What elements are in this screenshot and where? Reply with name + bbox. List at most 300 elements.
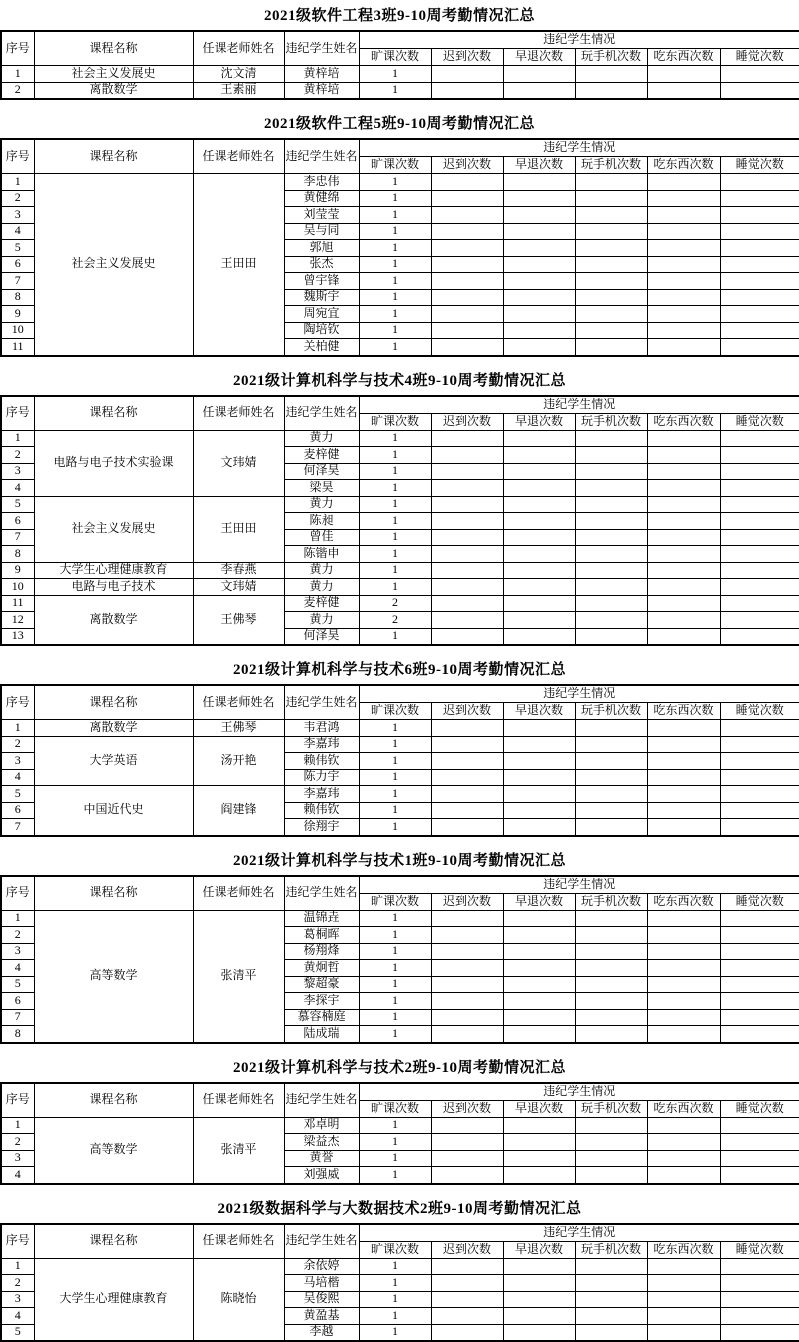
student-name-cell: 杨翔烽: [284, 943, 359, 960]
metric-cell: [431, 480, 503, 497]
course-cell: 离散数学: [34, 82, 193, 99]
metric-column-header: 睡觉次数: [720, 157, 799, 174]
metric-cell: [720, 943, 799, 960]
teacher-cell: 张清平: [193, 1117, 284, 1184]
student-name-cell: 何泽昊: [284, 463, 359, 480]
metric-cell: [720, 546, 799, 563]
metric-cell: [431, 976, 503, 993]
metric-cell: [503, 802, 575, 819]
index-cell: 7: [1, 819, 34, 836]
metric-cell: [647, 223, 720, 240]
metric-cell: [431, 289, 503, 306]
index-column-header: 序号: [1, 396, 34, 431]
metric-cell: [720, 628, 799, 645]
metric-column-header: 早退次数: [503, 413, 575, 430]
metric-cell: [575, 273, 647, 290]
metric-cell: [647, 960, 720, 977]
student-name-cell: 李嘉玮: [284, 736, 359, 753]
metric-cell: [431, 223, 503, 240]
student-name-cell: 李忠伟: [284, 174, 359, 191]
header-row-1: [1, 31, 799, 49]
metric-column-header: 旷课次数: [359, 893, 431, 910]
index-cell: 11: [1, 595, 34, 612]
course-column-header: 课程名称: [34, 876, 193, 911]
metric-cell: [575, 496, 647, 513]
metric-cell: [720, 1258, 799, 1275]
index-cell: 4: [1, 1308, 34, 1325]
index-cell: 1: [1, 1258, 34, 1275]
student-name-cell: 黎超豪: [284, 976, 359, 993]
metric-cell: 1: [359, 1308, 431, 1325]
metric-cell: [575, 529, 647, 546]
metric-cell: [503, 496, 575, 513]
metric-cell: [575, 1009, 647, 1026]
metric-cell: [647, 339, 720, 356]
metric-cell: [647, 612, 720, 629]
metric-cell: [575, 595, 647, 612]
metric-cell: [720, 786, 799, 803]
metric-cell: [503, 1258, 575, 1275]
student-name-cell: 张杰: [284, 256, 359, 273]
index-cell: 8: [1, 289, 34, 306]
metric-cell: 1: [359, 240, 431, 257]
metric-column-header: 迟到次数: [431, 413, 503, 430]
metric-cell: [720, 1275, 799, 1292]
index-cell: 2: [1, 927, 34, 944]
metric-cell: [720, 66, 799, 83]
metric-cell: [647, 1117, 720, 1134]
metric-cell: [431, 1009, 503, 1026]
metric-cell: [647, 786, 720, 803]
metric-cell: [575, 513, 647, 530]
table-header: [1, 1224, 799, 1259]
metric-cell: [647, 927, 720, 944]
metric-cell: 1: [359, 496, 431, 513]
metric-cell: [720, 190, 799, 207]
metric-column-header: 睡觉次数: [720, 413, 799, 430]
metric-cell: [503, 273, 575, 290]
metric-cell: [647, 1150, 720, 1167]
index-cell: 3: [1, 943, 34, 960]
student-name-cell: 黄力: [284, 579, 359, 596]
table-header: [1, 139, 799, 174]
metric-cell: [647, 430, 720, 447]
table-row: [1, 579, 799, 596]
metric-cell: [431, 943, 503, 960]
metric-cell: 1: [359, 1258, 431, 1275]
metric-cell: [720, 322, 799, 339]
index-cell: 2: [1, 82, 34, 99]
index-cell: 7: [1, 273, 34, 290]
index-cell: 1: [1, 174, 34, 191]
student-name-cell: 曾宇锋: [284, 273, 359, 290]
metric-cell: [647, 322, 720, 339]
teacher-column-header: 任课老师姓名: [193, 396, 284, 431]
metric-cell: [720, 595, 799, 612]
index-cell: 9: [1, 306, 34, 323]
metric-cell: 1: [359, 190, 431, 207]
metric-cell: [575, 910, 647, 927]
metric-cell: [575, 1324, 647, 1341]
metric-cell: 1: [359, 579, 431, 596]
course-cell: 社会主义发展史: [34, 174, 193, 356]
table-row: [1, 82, 799, 99]
metric-cell: [503, 579, 575, 596]
metric-column-header: 早退次数: [503, 157, 575, 174]
metric-cell: 1: [359, 529, 431, 546]
metric-cell: [720, 720, 799, 737]
metric-cell: 1: [359, 819, 431, 836]
student-name-cell: 梁昊: [284, 480, 359, 497]
student-column-header: 违纪学生姓名: [284, 396, 359, 431]
index-column-header: 序号: [1, 685, 34, 720]
table-body: [1, 1258, 799, 1341]
teacher-column-header: 任课老师姓名: [193, 31, 284, 66]
student-name-cell: 郭旭: [284, 240, 359, 257]
metric-column-header: 吃东西次数: [647, 157, 720, 174]
metric-column-header: 迟到次数: [431, 49, 503, 66]
index-cell: 1: [1, 1117, 34, 1134]
metric-cell: [503, 1291, 575, 1308]
metric-cell: [575, 960, 647, 977]
metric-cell: [431, 753, 503, 770]
index-cell: 2: [1, 447, 34, 464]
student-name-cell: 陈力宇: [284, 769, 359, 786]
metric-cell: [431, 306, 503, 323]
metric-cell: 2: [359, 612, 431, 629]
metric-cell: [503, 628, 575, 645]
metric-column-header: 早退次数: [503, 1100, 575, 1117]
metric-cell: [503, 174, 575, 191]
metric-cell: [575, 976, 647, 993]
table-row: [1, 430, 799, 447]
metric-cell: [503, 82, 575, 99]
metric-column-header: 睡觉次数: [720, 1100, 799, 1117]
index-cell: 10: [1, 322, 34, 339]
index-cell: 12: [1, 612, 34, 629]
metric-cell: [503, 769, 575, 786]
table-title: 2021级计算机科学与技术2班9-10周考勤情况汇总: [0, 1061, 799, 1076]
table-row: [1, 595, 799, 612]
metric-cell: [720, 736, 799, 753]
student-name-cell: 余依婷: [284, 1258, 359, 1275]
metric-cell: [647, 513, 720, 530]
metric-cell: 1: [359, 1167, 431, 1184]
metric-cell: [647, 529, 720, 546]
metric-cell: [720, 802, 799, 819]
metric-cell: 1: [359, 66, 431, 83]
course-cell: 大学生心理健康教育: [34, 562, 193, 579]
metric-cell: 1: [359, 1275, 431, 1292]
metric-cell: [503, 190, 575, 207]
metric-cell: 1: [359, 960, 431, 977]
index-cell: 2: [1, 1134, 34, 1151]
metric-cell: 1: [359, 463, 431, 480]
metric-column-header: 玩手机次数: [575, 1241, 647, 1258]
course-cell: 电路与电子技术实验课: [34, 430, 193, 496]
metric-cell: [431, 802, 503, 819]
index-cell: 6: [1, 802, 34, 819]
teacher-column-header: 任课老师姓名: [193, 876, 284, 911]
index-cell: 1: [1, 430, 34, 447]
metric-cell: [503, 289, 575, 306]
attendance-table: [0, 1223, 799, 1342]
metric-cell: 1: [359, 943, 431, 960]
metric-cell: 1: [359, 82, 431, 99]
index-cell: 8: [1, 546, 34, 563]
table-header: [1, 876, 799, 911]
metric-cell: [503, 720, 575, 737]
metric-cell: [720, 1291, 799, 1308]
attendance-table-section: [0, 9, 799, 100]
metric-cell: [431, 819, 503, 836]
metric-column-header: 早退次数: [503, 1241, 575, 1258]
metric-cell: [575, 612, 647, 629]
course-cell: 高等数学: [34, 1117, 193, 1184]
student-column-header: 违纪学生姓名: [284, 685, 359, 720]
metric-cell: [503, 447, 575, 464]
table-header: [1, 396, 799, 431]
student-name-cell: 黄力: [284, 562, 359, 579]
teacher-cell: 汤开艳: [193, 736, 284, 786]
document-body: [0, 9, 799, 1342]
metric-cell: 1: [359, 1134, 431, 1151]
metric-cell: [503, 1308, 575, 1325]
metric-column-header: 玩手机次数: [575, 1100, 647, 1117]
metric-cell: 1: [359, 306, 431, 323]
metric-cell: [503, 513, 575, 530]
metric-cell: [431, 240, 503, 257]
attendance-table: [0, 395, 799, 647]
student-name-cell: 刘莹莹: [284, 207, 359, 224]
index-cell: 5: [1, 240, 34, 257]
metric-cell: [575, 1258, 647, 1275]
metric-cell: 1: [359, 546, 431, 563]
header-row-1: [1, 1224, 799, 1242]
metric-cell: [503, 943, 575, 960]
metric-cell: [720, 910, 799, 927]
metric-cell: 1: [359, 256, 431, 273]
metric-cell: [720, 82, 799, 99]
metric-cell: [575, 322, 647, 339]
metric-cell: 1: [359, 802, 431, 819]
metric-column-header: 玩手机次数: [575, 49, 647, 66]
student-name-cell: 温锦垚: [284, 910, 359, 927]
metric-cell: 1: [359, 1291, 431, 1308]
table-header: [1, 31, 799, 66]
metric-cell: [431, 1291, 503, 1308]
metric-cell: [720, 223, 799, 240]
table-body: [1, 430, 799, 645]
student-name-cell: 何泽昊: [284, 628, 359, 645]
metric-cell: [503, 322, 575, 339]
metric-cell: [575, 1026, 647, 1043]
course-column-header: 课程名称: [34, 1224, 193, 1259]
metric-column-header: 睡觉次数: [720, 893, 799, 910]
metric-column-header: 吃东西次数: [647, 413, 720, 430]
situation-group-header: 违纪学生情况: [359, 876, 799, 894]
metric-cell: 1: [359, 430, 431, 447]
metric-column-header: 玩手机次数: [575, 157, 647, 174]
table-row: [1, 786, 799, 803]
metric-column-header: 吃东西次数: [647, 1241, 720, 1258]
metric-cell: [503, 993, 575, 1010]
metric-cell: [431, 1258, 503, 1275]
table-row: [1, 736, 799, 753]
metric-cell: 1: [359, 447, 431, 464]
course-column-header: 课程名称: [34, 139, 193, 174]
index-cell: 5: [1, 496, 34, 513]
metric-column-header: 旷课次数: [359, 157, 431, 174]
attendance-table: [0, 684, 799, 837]
metric-column-header: 迟到次数: [431, 157, 503, 174]
student-name-cell: 黄梓培: [284, 82, 359, 99]
table-body: [1, 174, 799, 356]
metric-cell: [647, 628, 720, 645]
metric-cell: [431, 339, 503, 356]
metric-cell: [720, 753, 799, 770]
course-column-header: 课程名称: [34, 1083, 193, 1118]
metric-cell: [431, 322, 503, 339]
situation-group-header: 违纪学生情况: [359, 1083, 799, 1101]
situation-group-header: 违纪学生情况: [359, 139, 799, 157]
metric-cell: [431, 1150, 503, 1167]
metric-cell: 1: [359, 339, 431, 356]
metric-cell: [503, 1026, 575, 1043]
student-name-cell: 李越: [284, 1324, 359, 1341]
table-title: 2021级计算机科学与技术4班9-10周考勤情况汇总: [0, 374, 799, 389]
index-cell: 7: [1, 1009, 34, 1026]
metric-cell: [647, 546, 720, 563]
student-name-cell: 李探宇: [284, 993, 359, 1010]
course-cell: 高等数学: [34, 910, 193, 1043]
teacher-column-header: 任课老师姓名: [193, 1083, 284, 1118]
metric-cell: [720, 529, 799, 546]
metric-cell: [503, 786, 575, 803]
metric-cell: 1: [359, 322, 431, 339]
metric-cell: [431, 513, 503, 530]
metric-cell: [575, 769, 647, 786]
metric-cell: [431, 546, 503, 563]
table-row: [1, 174, 799, 191]
teacher-cell: 阎建锋: [193, 786, 284, 836]
metric-cell: [503, 753, 575, 770]
index-cell: 3: [1, 753, 34, 770]
metric-cell: [647, 1167, 720, 1184]
metric-cell: [647, 1324, 720, 1341]
situation-group-header: 违纪学生情况: [359, 396, 799, 414]
metric-cell: [647, 256, 720, 273]
table-title: 2021级计算机科学与技术6班9-10周考勤情况汇总: [0, 663, 799, 678]
index-cell: 11: [1, 339, 34, 356]
index-cell: 5: [1, 1324, 34, 1341]
metric-cell: 1: [359, 207, 431, 224]
metric-cell: [720, 339, 799, 356]
metric-cell: [647, 1258, 720, 1275]
teacher-cell: 王佛琴: [193, 720, 284, 737]
metric-cell: [720, 562, 799, 579]
index-cell: 1: [1, 66, 34, 83]
metric-cell: [503, 1009, 575, 1026]
teacher-cell: 文玮婧: [193, 579, 284, 596]
metric-cell: [503, 207, 575, 224]
metric-cell: [647, 463, 720, 480]
metric-cell: [431, 993, 503, 1010]
student-name-cell: 李嘉玮: [284, 786, 359, 803]
teacher-column-header: 任课老师姓名: [193, 1224, 284, 1259]
metric-cell: 2: [359, 595, 431, 612]
metric-column-header: 旷课次数: [359, 1241, 431, 1258]
metric-cell: [720, 174, 799, 191]
metric-column-header: 旷课次数: [359, 703, 431, 720]
metric-column-header: 迟到次数: [431, 1241, 503, 1258]
student-name-cell: 陈昶: [284, 513, 359, 530]
teacher-cell: 王佛琴: [193, 595, 284, 645]
student-name-cell: 黄炯哲: [284, 960, 359, 977]
metric-cell: 1: [359, 769, 431, 786]
metric-cell: [503, 223, 575, 240]
metric-cell: 1: [359, 273, 431, 290]
attendance-table-section: [0, 117, 799, 357]
metric-cell: [720, 927, 799, 944]
teacher-cell: 王田田: [193, 174, 284, 356]
metric-cell: [720, 306, 799, 323]
metric-cell: 1: [359, 223, 431, 240]
metric-cell: [647, 82, 720, 99]
metric-cell: [720, 447, 799, 464]
table-row: [1, 66, 799, 83]
metric-cell: [720, 1117, 799, 1134]
metric-column-header: 玩手机次数: [575, 893, 647, 910]
metric-cell: 1: [359, 628, 431, 645]
metric-cell: [503, 819, 575, 836]
table-body: [1, 720, 799, 836]
situation-group-header: 违纪学生情况: [359, 31, 799, 49]
student-name-cell: 赖伟钦: [284, 753, 359, 770]
metric-cell: [720, 463, 799, 480]
attendance-table-section: [0, 1061, 799, 1185]
metric-cell: [647, 1009, 720, 1026]
index-cell: 8: [1, 1026, 34, 1043]
metric-cell: [503, 339, 575, 356]
metric-cell: 1: [359, 513, 431, 530]
metric-cell: [503, 1167, 575, 1184]
index-cell: 4: [1, 1167, 34, 1184]
metric-cell: [431, 595, 503, 612]
metric-column-header: 玩手机次数: [575, 703, 647, 720]
metric-cell: [720, 612, 799, 629]
metric-cell: [720, 513, 799, 530]
metric-cell: [503, 736, 575, 753]
metric-cell: 1: [359, 562, 431, 579]
header-row-1: [1, 139, 799, 157]
metric-cell: 1: [359, 174, 431, 191]
metric-cell: [575, 579, 647, 596]
student-name-cell: 吴俊熙: [284, 1291, 359, 1308]
student-name-cell: 徐翔宇: [284, 819, 359, 836]
metric-cell: [720, 579, 799, 596]
student-name-cell: 黄力: [284, 612, 359, 629]
teacher-column-header: 任课老师姓名: [193, 685, 284, 720]
metric-cell: [503, 546, 575, 563]
table-header: [1, 1083, 799, 1118]
metric-cell: 1: [359, 1324, 431, 1341]
metric-cell: 1: [359, 927, 431, 944]
student-name-cell: 黄誉: [284, 1150, 359, 1167]
table-title: 2021级数据科学与大数据技术2班9-10周考勤情况汇总: [0, 1202, 799, 1217]
metric-cell: [720, 1308, 799, 1325]
attendance-table-section: [0, 854, 799, 1044]
